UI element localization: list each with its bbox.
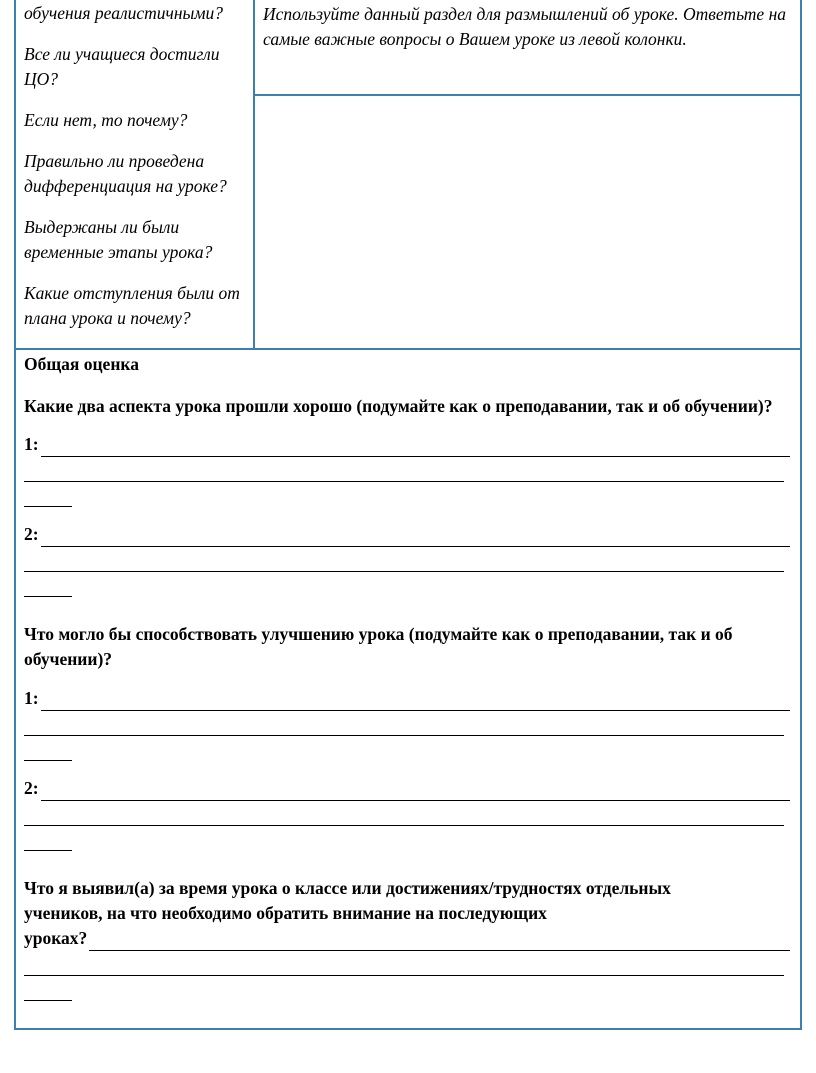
question-0: обучения реалистичными? [24, 3, 224, 23]
improve-1-row[interactable] [24, 686, 790, 711]
answer-2-label: 2: [24, 524, 39, 544]
question-observations-line2: учеников, на что необходимо обратить внимание на последующих [24, 903, 547, 923]
observations-line-3[interactable] [24, 976, 72, 1001]
question-2: Если нет, то почему? [24, 110, 188, 130]
row-divider-right [253, 94, 802, 96]
general-assessment-cell [24, 350, 792, 1001]
answer-1-line-3[interactable] [24, 482, 72, 507]
improve-1-line[interactable] [41, 692, 790, 711]
observations-line-2[interactable] [24, 951, 784, 976]
reflection-instruction: Используйте данный раздел для размышлений об уроке. Ответьте на самые важные вопросы о Вашем уроке из левой колонки. [263, 4, 787, 49]
question-went-well: Какие два аспекта урока прошли хорошо (подумайте как о преподавании, так и об обучении)? [24, 396, 773, 416]
improve-1-line-3[interactable] [24, 736, 72, 761]
observations-row[interactable] [24, 926, 790, 951]
answer-1-line-2[interactable] [24, 457, 784, 482]
general-heading: Общая оценка [24, 354, 139, 374]
answer-2-line-2[interactable] [24, 547, 784, 572]
answer-2-line[interactable] [41, 528, 790, 547]
question-1: Все ли учащиеся достигли ЦО? [24, 44, 220, 89]
improve-2-line[interactable] [41, 782, 790, 801]
question-improvement: Что могло бы способствовать улучшению урока (подумайте как о преподавании, так и об обучении)? [24, 624, 733, 669]
question-5: Какие отступления были от плана урока и почему? [24, 283, 240, 328]
improve-2-label: 2: [24, 778, 39, 798]
answer-2-row[interactable] [24, 522, 790, 547]
improve-2-line-2[interactable] [24, 801, 784, 826]
reflection-questions-cell [24, 0, 249, 347]
improve-1-line-2[interactable] [24, 711, 784, 736]
answer-1-label: 1: [24, 434, 39, 454]
improve-1-label: 1: [24, 688, 39, 708]
improve-2-line-3[interactable] [24, 826, 72, 851]
question-observations-line3: уроках? [24, 928, 88, 948]
question-4: Выдержаны ли были временные этапы урока? [24, 217, 213, 262]
answer-2-line-3[interactable] [24, 572, 72, 597]
answer-1-line[interactable] [41, 438, 790, 457]
answer-1-row[interactable] [24, 432, 790, 457]
improve-2-row[interactable] [24, 776, 790, 801]
question-observations-line1: Что я выявил(а) за время урока о классе или достижениях/трудностях отдельных [24, 878, 671, 898]
column-divider [253, 0, 255, 350]
question-3: Правильно ли проведена дифференциация на уроке? [24, 151, 227, 196]
observations-line[interactable] [89, 932, 790, 951]
